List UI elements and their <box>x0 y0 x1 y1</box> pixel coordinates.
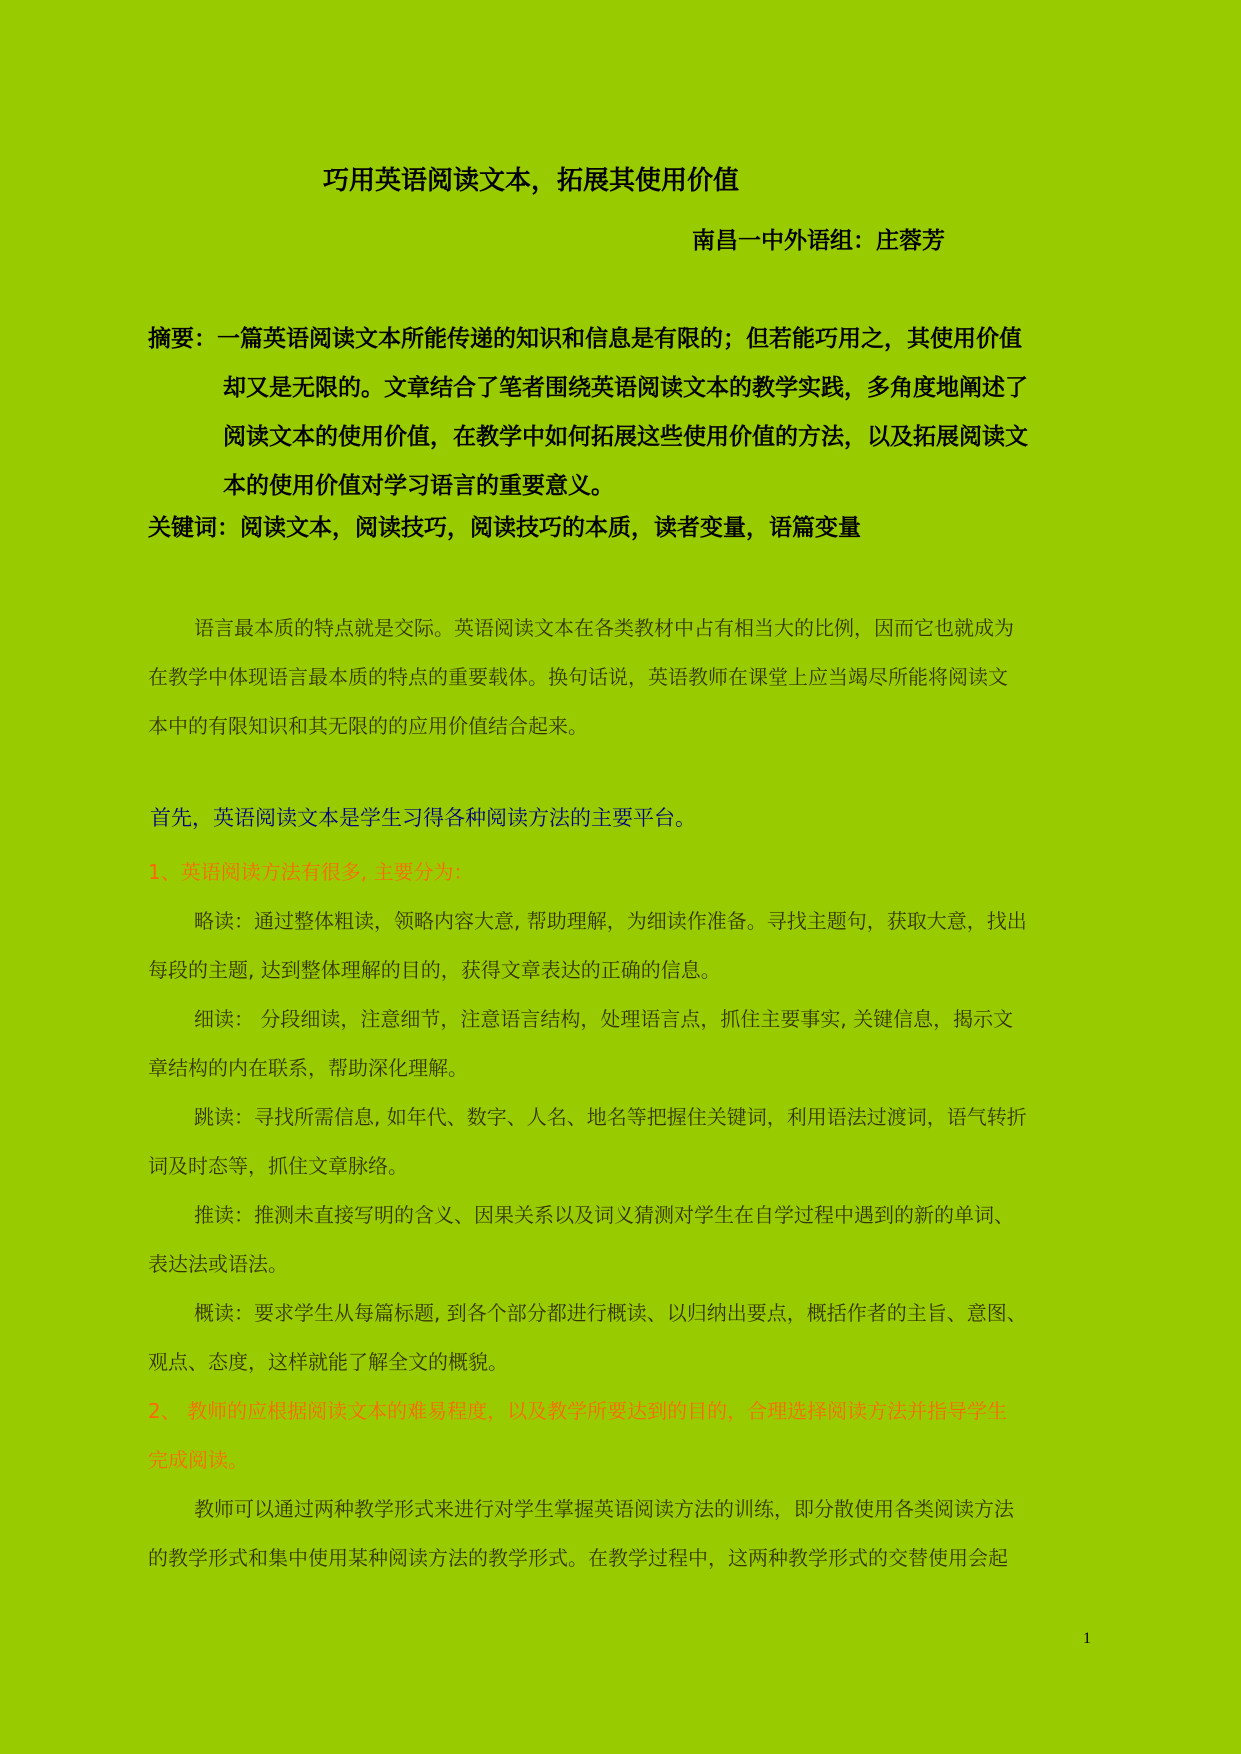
method-skimming-line: 每段的主题, 达到整体理解的目的，获得文章表达的正确的信息。 <box>148 958 721 982</box>
reading-methods <box>148 848 1098 1583</box>
intro-line: 本中的有限知识和其无限的的应用价值结合起来。 <box>148 714 588 738</box>
method-detailed-line: 章结构的内在联系，帮助深化理解。 <box>148 1056 468 1080</box>
method-scanning-line: 跳读：寻找所需信息, 如年代、数字、人名、地名等把握住关键词，利用语法过渡词，语气转折 <box>194 1105 1027 1129</box>
abstract-line: 却又是无限的。文章结合了笔者围绕英语阅读文本的教学实践，多角度地阐述了 <box>223 375 1028 401</box>
section-heading: 首先，英语阅读文本是学生习得各种阅读方法的主要平台。 <box>150 806 696 830</box>
closing-line: 教师可以通过两种教学形式来进行对学生掌握英语阅读方法的训练，即分散使用各类阅读方法 <box>194 1497 1014 1521</box>
point-1-heading: 1、英语阅读方法有很多, 主要分为： <box>148 860 474 884</box>
intro-paragraph <box>148 604 1098 751</box>
document-title: 巧用英语阅读文本，拓展其使用价值 <box>323 166 740 196</box>
intro-line: 语言最本质的特点就是交际。英语阅读文本在各类教材中占有相当大的比例，因而它也就成为 <box>194 616 1014 640</box>
closing-line: 的教学形式和集中使用某种阅读方法的教学形式。在教学过程中，这两种教学形式的交替使用会起 <box>148 1546 1008 1570</box>
author-line: 南昌一中外语组：庄蓉芳 <box>692 228 945 254</box>
method-overview-line: 观点、态度，这样就能了解全文的概貌。 <box>148 1350 508 1374</box>
intro-line: 在教学中体现语言最本质的特点的重要载体。换句话说，英语教师在课堂上应当竭尽所能将阅读文 <box>148 665 1008 689</box>
method-inference-line: 表达法或语法。 <box>148 1252 288 1276</box>
abstract <box>148 315 1092 511</box>
method-overview-line: 概读：要求学生从每篇标题, 到各个部分都进行概读、以归纳出要点，概括作者的主旨、意图、 <box>194 1301 1027 1325</box>
abstract-line: 阅读文本的使用价值，在教学中如何拓展这些使用价值的方法，以及拓展阅读文 <box>223 424 1028 450</box>
abstract-line: 摘要：一篇英语阅读文本所能传递的知识和信息是有限的；但若能巧用之，其使用价值 <box>148 326 1022 352</box>
point-2-line: 2、 教师的应根据阅读文本的难易程度，以及教学所要达到的目的，合理选择阅读方法并指导学生 <box>148 1399 1008 1423</box>
page-number: 1 <box>1083 1630 1091 1647</box>
point-2-line: 完成阅读。 <box>148 1448 248 1472</box>
keywords-line: 关键词：阅读文本，阅读技巧，阅读技巧的本质，读者变量，语篇变量 <box>148 515 861 541</box>
abstract-line: 本的使用价值对学习语言的重要意义。 <box>223 473 614 499</box>
method-inference-line: 推读：推测未直接写明的含义、因果关系以及词义猜测对学生在自学过程中遇到的新的单词、 <box>194 1203 1014 1227</box>
method-detailed-line: 细读： 分段细读，注意细节，注意语言结构，处理语言点，抓住主要事实, 关键信息，揭示文 <box>194 1007 1014 1031</box>
method-scanning-line: 词及时态等，抓住文章脉络。 <box>148 1154 408 1178</box>
method-skimming-line: 略读：通过整体粗读，领略内容大意, 帮助理解，为细读作准备。寻找主题句，获取大意，找出 <box>194 909 1027 933</box>
